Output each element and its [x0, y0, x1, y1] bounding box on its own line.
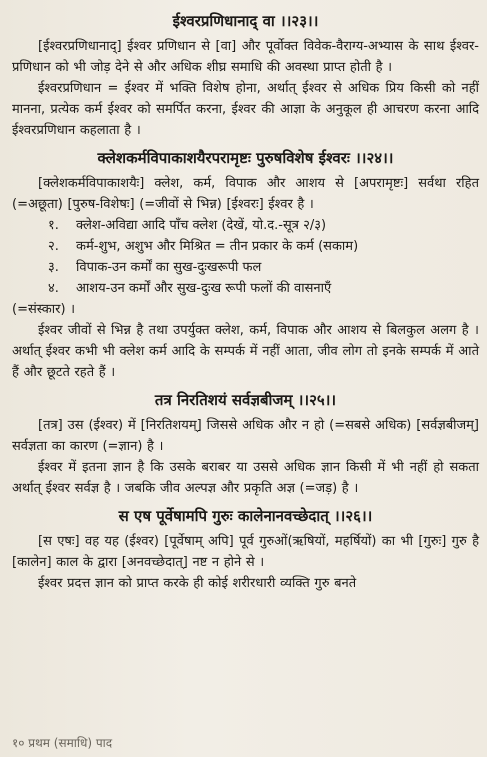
list-item — [12, 257, 479, 278]
list-item — [12, 215, 479, 236]
sutra-23-heading: ईश्वरप्रणिधानाद् वा ।।२३।। — [172, 12, 319, 30]
list-item-number: २. — [48, 239, 59, 254]
sutra-25-gloss: [तत्र] उस (ईश्वर) में [निरतिशयम्] जिससे अधिक और न हो (=सबसे अधिक) [सर्वज्ञबीजम्] सर्वज्ञता का कारण (=ज्ञान) है । — [12, 418, 479, 454]
sutra-24-heading: क्लेशकर्मविपाकाशयैरपरामृष्टः पुरुषविशेष ईश्वरः ।।२४।। — [97, 149, 394, 167]
sutra-25-heading: तत्र निरतिशयं सर्वज्ञबीजम् ।।२५।। — [154, 391, 337, 409]
list-item-number: ४. — [48, 281, 59, 296]
list-item-text: विपाक-उन कर्मों का सुख-दुःखरूपी फल — [76, 260, 262, 275]
sutra-26-heading: स एष पूर्वेषामपि गुरुः कालेनानवच्छेदात् ।।२६।। — [118, 507, 373, 525]
list-item-text: आशय-उन कर्मों और सुख-दुःख रूपी फलों की वासनाएँ — [76, 281, 332, 296]
sutra-23-explanation: ईश्वरप्रणिधान = ईश्वर में भक्ति विशेष होना, अर्थात् ईश्वर से अधिक प्रिय किसी को नहीं मानना, प्रत्येक कर्म ईश्वर को समर्पित करना, ईश्वर की आज्ञा के अनुकूल ही आचरण करना आदि ईश्वरप्रणिधान कहलाता है । — [12, 81, 479, 138]
list-item-text: कर्म-शुभ, अशुभ और मिश्रित = तीन प्रकार के कर्म (सकाम) — [76, 239, 359, 254]
list-item-text: क्लेश-अविद्या आदि पाँच क्लेश (देखें, यो.द.-सूत्र २/३) — [76, 218, 327, 233]
sutra-26-gloss: [स एषः] वह यह (ईश्वर) [पूर्वेषाम् अपि] पूर्व गुरुओं(ऋषियों, महर्षियों) का भी [गुरुः] गुरु है [कालेन] काल के द्वारा [अनवच्छेदात्] नष्ट न होने से । — [12, 534, 479, 570]
page-footer: १० प्रथम (समाधि) पाद — [12, 736, 113, 750]
sutra-26-explanation: ईश्वर प्रदत्त ज्ञान को प्राप्त करके ही कोई शरीरधारी व्यक्ति गुरु बनते — [38, 576, 357, 591]
sutra-24-explanation: ईश्वर जीवों से भिन्न है तथा उपर्युक्त क्लेश, कर्म, विपाक और आशय से बिलकुल अलग है । अर्थात् ईश्वर कभी भी क्लेश कर्म आदि के सम्पर्क में नहीं आता, जीव लोग तो इनके सम्पर्क में आते हैं और छूटते रहते हैं । — [12, 323, 479, 380]
list-item — [12, 278, 479, 299]
sutra-23-gloss: [ईश्वरप्रणिधानाद्] ईश्वर प्रणिधान से [वा] और पूर्वोक्त विवेक-वैराग्य-अभ्यास के साथ ईश्वर-प्रणिधान को भी जोड़ देने से और अधिक शीघ्र समाधि की अवस्था प्राप्त होती है । — [12, 39, 479, 75]
list-item-number: १. — [48, 218, 59, 233]
sutra-25-explanation: ईश्वर में इतना ज्ञान है कि उसके बराबर या उससे अधिक ज्ञान किसी में भी नहीं हो सकता अर्थात् ईश्वर सर्वज्ञ है । जबकि जीव अल्पज्ञ और प्रकृति अज्ञ (=जड़) है । — [12, 460, 479, 496]
sutra-24-gloss: [क्लेशकर्मविपाकाशयैः] क्लेश, कर्म, विपाक और आशय से [अपरामृष्टः] सर्वथा रहित (=अछूता) [पुरुष-विशेषः] (=जीवों से भिन्न) [ईश्वरः] ईश्वर है । — [12, 176, 479, 212]
list-item — [12, 236, 479, 257]
list-item-number: ३. — [48, 260, 59, 275]
list-item-continuation: (=संस्कार) । — [12, 302, 76, 317]
